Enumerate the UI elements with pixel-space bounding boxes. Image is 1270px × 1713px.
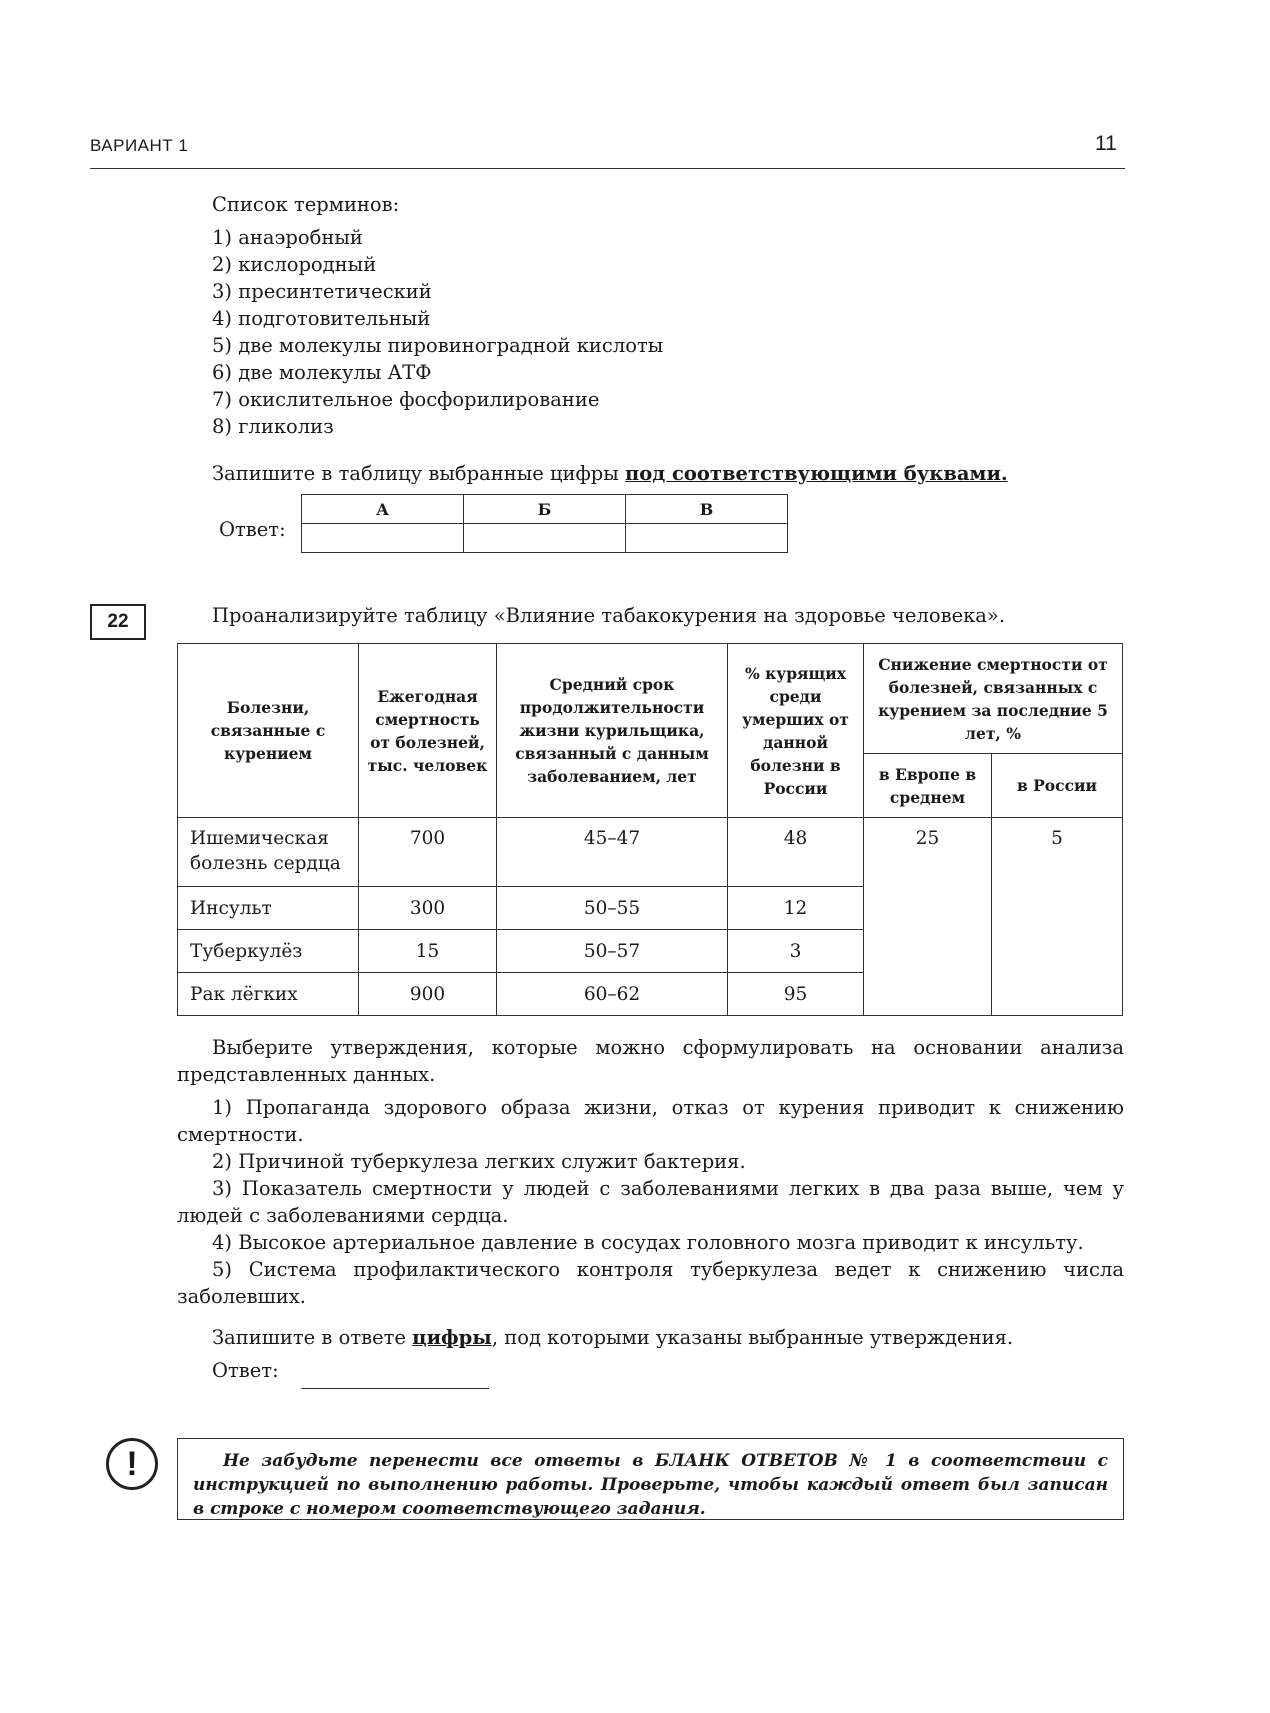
task21-instruction: Запишите в таблицу выбранные цифры под соответствующими буквами. — [212, 462, 1008, 485]
task22-prompt: Проанализируйте таблицу «Влияние табакокурения на здоровье человека». — [212, 604, 1006, 627]
lifespan: 45–47 — [497, 818, 728, 887]
term-item: 1) анаэробный — [212, 226, 363, 249]
answer-input-line[interactable] — [301, 1388, 489, 1389]
statements-list — [177, 1094, 1124, 1310]
task22-answer-label: Ответ: — [212, 1359, 279, 1382]
annual-deaths: 900 — [359, 973, 497, 1016]
notice-box: Не забудьте перенести все ответы в БЛАНК ОТВЕТОВ № 1 в соответствии с инструкцией по выполнению работы. Проверьте, чтобы каждый ответ был записан в строке с номером соответствующего задания. — [177, 1438, 1124, 1520]
task-number-badge: 22 — [90, 604, 146, 640]
task21-answer-label: Ответ: — [219, 518, 286, 541]
term-item: 6) две молекулы АТФ — [212, 361, 432, 384]
annual-deaths: 300 — [359, 887, 497, 930]
term-item: 8) гликолиз — [212, 415, 334, 438]
header-russia: в России — [992, 754, 1123, 818]
lifespan: 50–57 — [497, 930, 728, 973]
instruction-emphasis: под соответствующими буквами. — [624, 462, 1008, 485]
term-item: 2) кислородный — [212, 253, 377, 276]
disease-name: Рак лёгких — [178, 973, 359, 1016]
answer-cell-b[interactable] — [464, 524, 626, 553]
terms-list — [212, 224, 663, 440]
task22-instruction: Запишите в ответе цифры, под которыми указаны выбранные утверждения. — [212, 1326, 1014, 1349]
smoking-table — [177, 643, 1123, 1016]
instruction-emphasis: цифры — [412, 1326, 492, 1349]
smokers-percent: 3 — [728, 930, 864, 973]
term-item: 4) подготовительный — [212, 307, 431, 330]
header-mortality-decline: Снижение смертности от болезней, связанных с курением за последние 5 лет, % — [864, 644, 1123, 754]
answer-cell-a[interactable] — [302, 524, 464, 553]
smokers-percent: 12 — [728, 887, 864, 930]
disease-name: Инсульт — [178, 887, 359, 930]
europe-decline: 25 — [864, 818, 992, 1016]
answer-col-header: Б — [464, 495, 626, 524]
disease-name: Туберкулёз — [178, 930, 359, 973]
term-item: 7) окислительное фосфорилирование — [212, 388, 600, 411]
answer-table — [301, 494, 788, 553]
annual-deaths: 700 — [359, 818, 497, 887]
lifespan: 50–55 — [497, 887, 728, 930]
disease-name: Ишемическая болезнь сердца — [178, 818, 359, 887]
variant-label: ВАРИАНТ 1 — [90, 136, 189, 155]
question-text: Выберите утверждения, которые можно сформулировать на основании анализа представленных данных. — [177, 1036, 1124, 1086]
table-row — [178, 818, 1123, 887]
header-diseases: Болезни, связанные с курением — [178, 644, 359, 818]
answer-cell-c[interactable] — [626, 524, 788, 553]
header-lifespan: Средний срок продолжительности жизни курильщика, связанный с данным заболеванием, лет — [497, 644, 728, 818]
statement-item: 3) Показатель смертности у людей с заболеваниями легких в два раза выше, чем у людей с заболеваниями сердца. — [177, 1177, 1124, 1227]
header-rule — [90, 168, 1125, 169]
exclamation-icon: ! — [106, 1438, 158, 1490]
smokers-percent: 48 — [728, 818, 864, 887]
terms-title: Список терминов: — [212, 193, 400, 216]
statement-item: 2) Причиной туберкулеза легких служит бактерия. — [212, 1150, 746, 1173]
lifespan: 60–62 — [497, 973, 728, 1016]
statement-item: 5) Система профилактического контроля туберкулеза ведет к снижению числа заболевших. — [177, 1258, 1124, 1308]
header-annual-deaths: Ежегодная смертность от болезней, тыс. человек — [359, 644, 497, 818]
header-europe: в Европе в среднем — [864, 754, 992, 818]
statement-item: 4) Высокое артериальное давление в сосудах головного мозга приводит к инсульту. — [212, 1231, 1084, 1254]
smokers-percent: 95 — [728, 973, 864, 1016]
annual-deaths: 15 — [359, 930, 497, 973]
russia-decline: 5 — [992, 818, 1123, 1016]
page-number: 11 — [1095, 132, 1117, 155]
answer-col-header: А — [302, 495, 464, 524]
answer-col-header: В — [626, 495, 788, 524]
statement-item: 1) Пропаганда здорового образа жизни, отказ от курения приводит к снижению смертности. — [177, 1096, 1124, 1146]
header-smokers-percent: % курящих среди умерших от данной болезни в России — [728, 644, 864, 818]
term-item: 5) две молекулы пировиноградной кислоты — [212, 334, 664, 357]
term-item: 3) пресинтетический — [212, 280, 432, 303]
